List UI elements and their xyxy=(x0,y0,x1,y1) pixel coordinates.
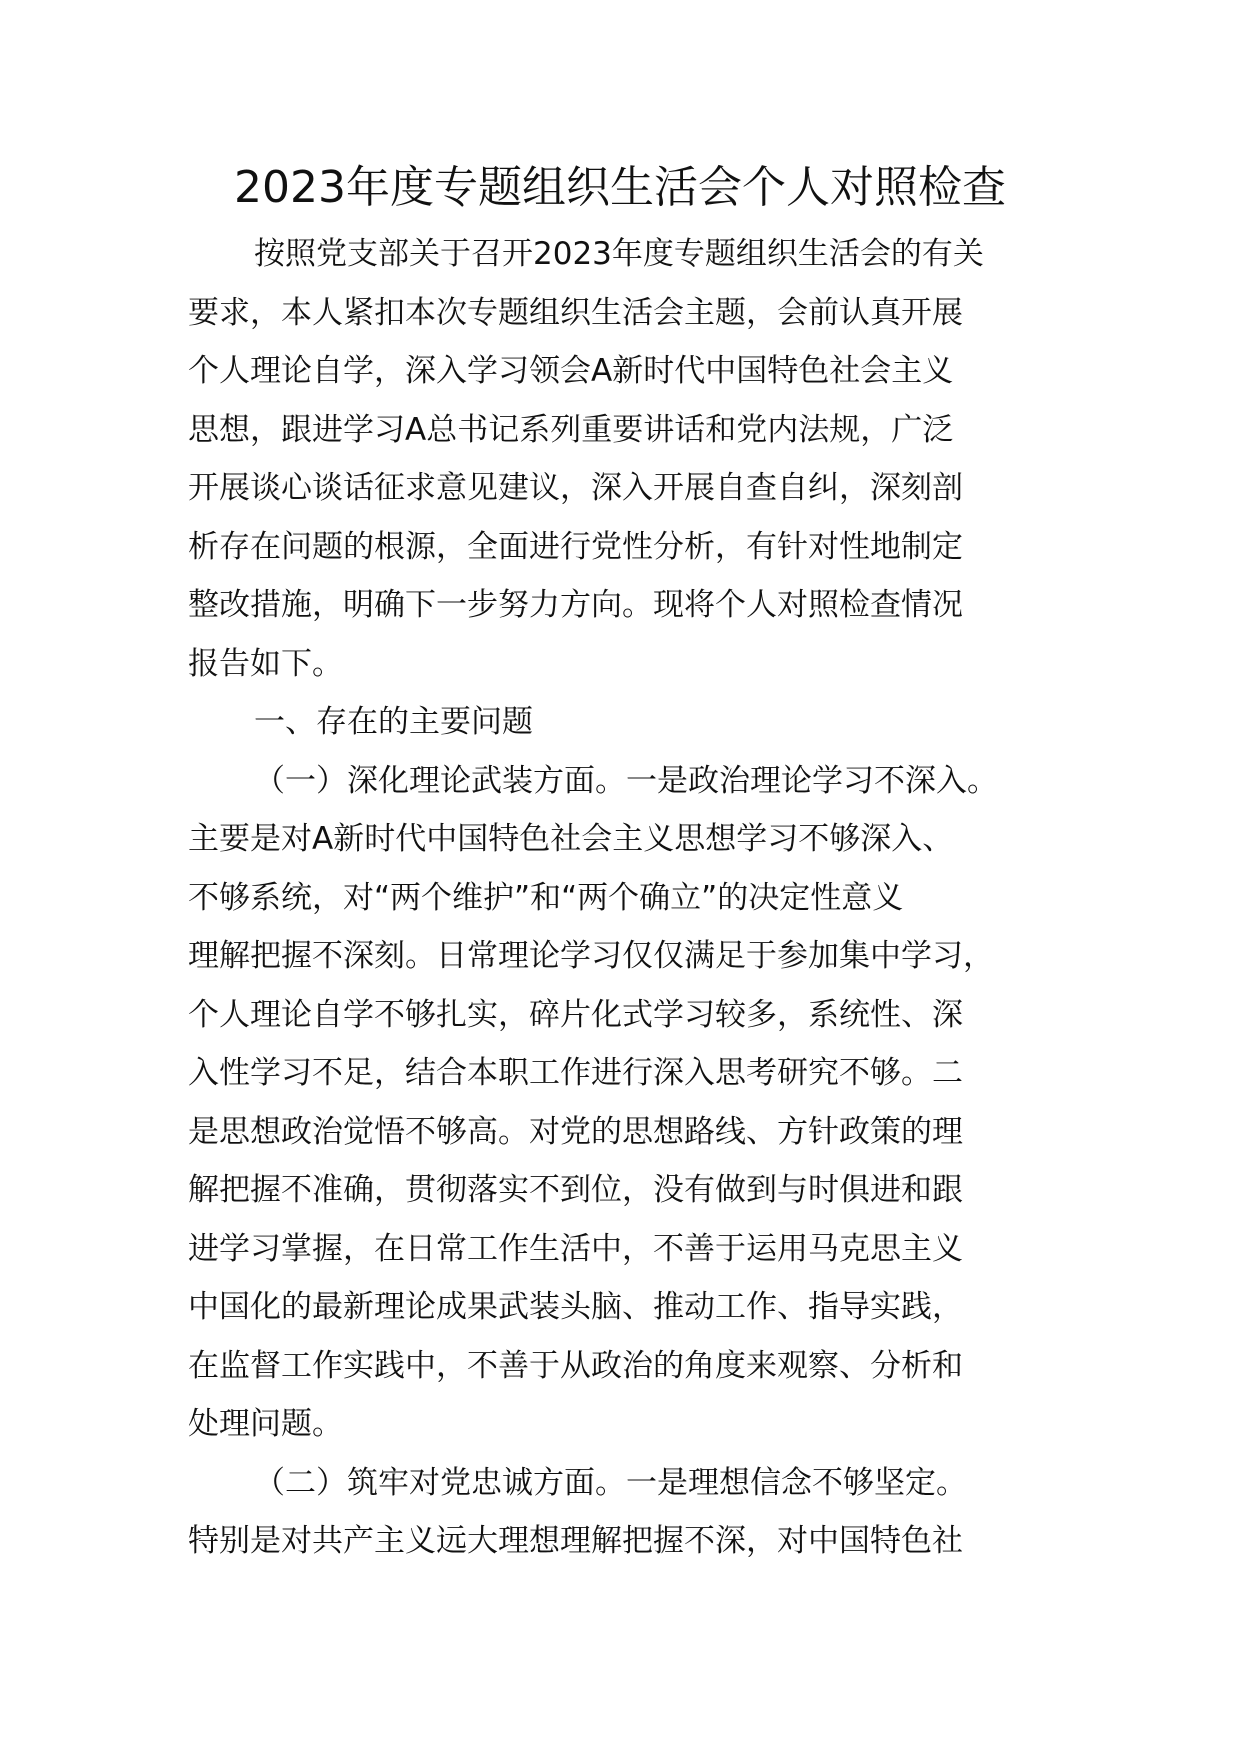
document-body xyxy=(188,225,1068,1571)
paragraph-intro-line: 思想，跟进学习A总书记系列重要讲话和党内法规，广泛 xyxy=(188,411,954,448)
paragraph-loyalty-line: （二）筑牢对党忠诚方面。一是理想信念不够坚定。 xyxy=(254,1464,967,1501)
paragraph-intro-line: 个人理论自学，深入学习领会A新时代中国特色社会主义 xyxy=(188,353,954,389)
paragraph-intro-line: 要求，本人紧扣本次专题组织生活会主题，会前认真开展 xyxy=(188,294,963,331)
paragraph-theory-line: 入性学习不足，结合本职工作进行深入思考研究不够。二 xyxy=(188,1055,963,1091)
document-title: 2023年度专题组织生活会个人对照检查 xyxy=(234,162,1006,213)
paragraph-theory-line: 中国化的最新理论成果武装头脑、推动工作、指导实践， xyxy=(188,1289,963,1325)
paragraph-theory-line: 主要是对A新时代中国特色社会主义思想学习不够深入、 xyxy=(188,821,954,857)
paragraph-theory-line: 在监督工作实践中，不善于从政治的角度来观察、分析和 xyxy=(188,1347,963,1384)
paragraph-intro-line: 按照党支部关于召开2023年度专题组织生活会的有关 xyxy=(254,236,984,272)
paragraph-theory-line: 理解把握不深刻。日常理论学习仅仅满足于参加集中学习， xyxy=(188,938,994,974)
paragraph-theory-line: 解把握不准确，贯彻落实不到位，没有做到与时俱进和跟 xyxy=(188,1172,963,1208)
paragraph-intro-line: 报告如下。 xyxy=(188,645,343,682)
paragraph-theory-line: （一）深化理论武装方面。一是政治理论学习不深入。 xyxy=(254,762,998,799)
paragraph-theory-line: 个人理论自学不够扎实，碎片化式学习较多，系统性、深 xyxy=(188,996,963,1033)
paragraph-theory-line: 处理问题。 xyxy=(188,1406,343,1442)
paragraph-intro-line: 整改措施，明确下一步努力方向。现将个人对照检查情况 xyxy=(188,587,963,623)
paragraph-intro-line: 析存在问题的根源，全面进行党性分析，有针对性地制定 xyxy=(188,528,963,565)
paragraph-intro-line: 开展谈心谈话征求意见建议，深入开展自查自纠，深刻剖 xyxy=(188,470,963,506)
paragraph-loyalty-line: 特别是对共产主义远大理想理解把握不深，对中国特色社 xyxy=(188,1523,963,1559)
section-heading: 一、存在的主要问题 xyxy=(254,704,533,740)
paragraph-theory-line: 进学习掌握，在日常工作生活中，不善于运用马克思主义 xyxy=(188,1230,963,1267)
paragraph-theory-line: 是思想政治觉悟不够高。对党的思想路线、方针政策的理 xyxy=(188,1113,963,1150)
paragraph-theory-line: 不够系统，对“两个维护”和“两个确立”的决定性意义 xyxy=(188,879,904,916)
